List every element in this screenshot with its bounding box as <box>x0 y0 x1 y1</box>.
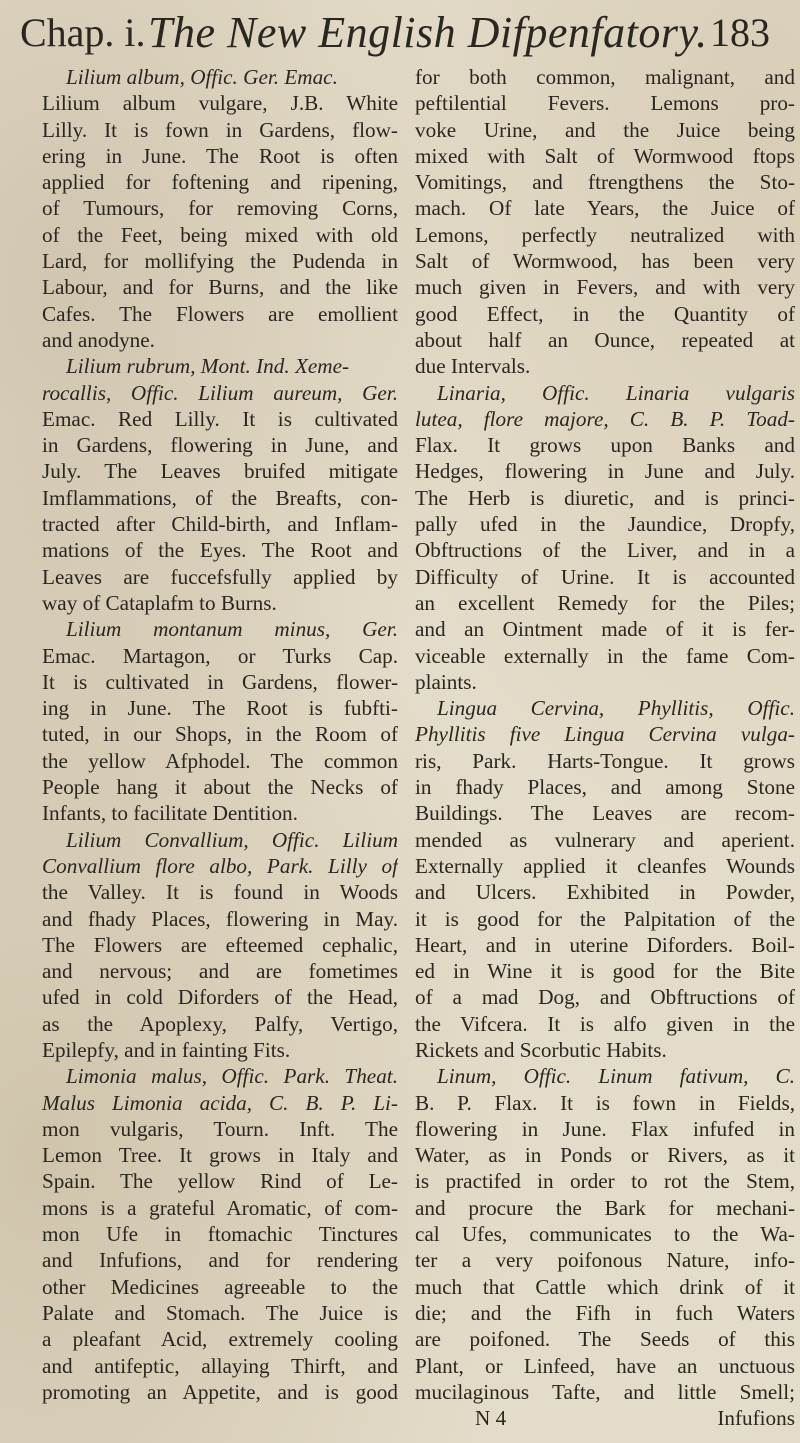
left-column <box>20 64 398 1405</box>
text-line: Cafes. The Flowers are emollient <box>42 301 398 326</box>
text-line: and an Ointment made of it is fer- <box>415 617 795 642</box>
text-line: Rickets and Scorbutic Habits. <box>415 1037 667 1062</box>
text-line: are poifoned. The Seeds of this <box>415 1327 795 1352</box>
text-line: about half an Ounce, repeated at <box>415 327 795 352</box>
text-line: ufed in cold Diforders of the Head, <box>42 985 398 1010</box>
text-line: Lilium Convallium, Offic. Lilium <box>66 827 398 852</box>
text-line: Spain. The yellow Rind of Le- <box>42 1169 398 1194</box>
text-line: Lard, for mollifying the Pudenda in <box>42 249 398 274</box>
text-line: Hedges, flowering in June and July. <box>415 459 795 484</box>
text-line: mach. Of late Years, the Juice of <box>415 196 795 221</box>
text-line: ing in June. The Root is fubfti- <box>42 696 398 721</box>
text-line: ter a very poifonous Nature, info- <box>415 1248 795 1273</box>
text-line: Epilepfy, and in fainting Fits. <box>42 1037 291 1062</box>
text-line: due Intervals. <box>415 354 531 379</box>
text-line: Externally applied it cleanfes Wounds <box>415 853 795 878</box>
text-line: die; and the Fifh in fuch Waters <box>415 1300 795 1325</box>
text-line: in Gardens, flowering in June, and <box>42 433 398 458</box>
page-footer <box>415 1405 795 1431</box>
text-line: voke Urine, and the Juice being <box>415 117 795 142</box>
text-line: It is cultivated in Gardens, flower- <box>42 669 398 694</box>
text-line: Convallium flore albo, Park. Lilly of <box>42 853 398 878</box>
text-line: Obftructions of the Liver, and in a <box>415 538 795 563</box>
text-line: applied for foftening and ripening, <box>42 170 398 195</box>
text-line: July. The Leaves bruifed mitigate <box>42 459 398 484</box>
text-line: mon vulgaris, Tourn. Inft. The <box>42 1116 398 1141</box>
text-line: and Ulcers. Exhibited in Powder, <box>415 880 795 905</box>
text-line: of Tumours, for removing Corns, <box>42 196 398 221</box>
text-line: mon Ufe in ftomachic Tinctures <box>42 1222 398 1247</box>
text-line: Palate and Stomach. The Juice is <box>42 1300 398 1325</box>
text-line: plaints. <box>415 669 477 694</box>
text-line: Lilly. It is fown in Gardens, flow- <box>42 117 398 142</box>
text-line: Emac. Martagon, or Turks Cap. <box>42 643 398 668</box>
text-line: and antifeptic, allaying Thirft, and <box>42 1353 398 1378</box>
text-line: Salt of Wormwood, has been very <box>415 249 795 274</box>
text-line: promoting an Appetite, and is good <box>42 1379 398 1404</box>
text-line: Lemon Tree. It grows in Italy and <box>42 1143 398 1168</box>
text-line: tuted, in our Shops, in the Room of <box>42 722 398 747</box>
text-line: viceable externally in the fame Com- <box>415 643 795 668</box>
running-title: The New English Difpenfatory. <box>147 7 708 57</box>
text-line: ris, Park. Harts-Tongue. It grows <box>415 748 795 773</box>
text-line: Linaria, Offic. Linaria vulgaris <box>437 380 795 405</box>
signature-mark: N 4 <box>475 1406 507 1431</box>
text-line: is practifed in order to rot the Stem, <box>415 1169 795 1194</box>
text-line: and fhady Places, flowering in May. <box>42 906 398 931</box>
text-line: Buildings. The Leaves are recom- <box>415 801 795 826</box>
catchword: Infufions <box>717 1406 795 1431</box>
text-line: and anodyne. <box>42 327 155 352</box>
text-line: the Vifcera. It is alfo given in the <box>415 1011 795 1036</box>
text-line: way of Cataplafm to Burns. <box>42 590 277 615</box>
text-line: mucilaginous Tafte, and little Smell; <box>415 1379 795 1404</box>
text-line: other Medicines agreeable to the <box>42 1274 398 1299</box>
text-line: much given in Fevers, and with very <box>415 275 795 300</box>
text-line: Lilium montanum minus, Ger. <box>66 617 398 642</box>
text-line: it is good for the Palpitation of the <box>415 906 795 931</box>
text-line: pally ufed in the Jaundice, Dropfy, <box>415 512 795 537</box>
text-line: tracted after Child-birth, and Inflam- <box>42 512 398 537</box>
text-line: mended as vulnerary and aperient. <box>415 827 795 852</box>
chapter-label: Chap. i. <box>20 9 146 55</box>
text-line: and procure the Bark for mechani- <box>415 1195 795 1220</box>
text-line: Flax. It grows upon Banks and <box>415 433 795 458</box>
text-line: Limonia malus, Offic. Park. Theat. <box>66 1064 398 1089</box>
text-line: ering in June. The Root is often <box>42 143 398 168</box>
text-line: Phyllitis five Lingua Cervina vulga- <box>415 722 795 747</box>
text-line: an excellent Remedy for the Piles; <box>415 590 795 615</box>
text-line: of the Feet, being mixed with old <box>42 222 398 247</box>
text-line: in fhady Places, and among Stone <box>415 775 795 800</box>
text-line: Vomitings, and ftrengthens the Sto- <box>415 170 795 195</box>
text-line: the Valley. It is found in Woods <box>42 880 398 905</box>
text-line: Lilium rubrum, Mont. Ind. Xeme- <box>66 354 350 379</box>
text-line: mons is a grateful Aromatic, of com- <box>42 1195 398 1220</box>
text-line: Infants, to facilitate Dentition. <box>42 801 298 826</box>
text-line: Imflammations, of the Breafts, con- <box>42 485 398 510</box>
text-line: for both common, malignant, and <box>415 65 795 89</box>
text-line: Difficulty of Urine. It is accounted <box>415 564 795 589</box>
running-header <box>20 4 780 60</box>
text-line: of a mad Dog, and Obftructions of <box>415 985 795 1010</box>
text-line: B. P. Flax. It is fown in Fields, <box>415 1090 795 1115</box>
text-line: Linum, Offic. Linum fativum, C. <box>437 1064 795 1089</box>
text-line: rocallis, Offic. Lilium aureum, Ger. <box>42 380 398 405</box>
text-line: Leaves are fuccefsfully applied by <box>42 564 398 589</box>
text-line: Lemons, perfectly neutralized with <box>415 222 795 247</box>
text-line: ed in Wine it is good for the Bite <box>415 959 795 984</box>
text-line: Plant, or Linfeed, have an unctuous <box>415 1353 795 1378</box>
text-line: and nervous; and are fometimes <box>42 959 398 984</box>
text-line: Heart, and in uterine Diforders. Boil- <box>415 932 795 957</box>
text-line: Malus Limonia acida, C. B. P. Li- <box>42 1090 398 1115</box>
page-number: 183 <box>710 9 770 55</box>
text-line: The Herb is diuretic, and is princi- <box>415 485 795 510</box>
text-line: mations of the Eyes. The Root and <box>42 538 398 563</box>
text-line: good Effect, in the Quantity of <box>415 301 795 326</box>
text-line: cal Ufes, communicates to the Wa- <box>415 1222 795 1247</box>
text-line: Labour, and for Burns, and the like <box>42 275 398 300</box>
text-line: Lilium album, Offic. Ger. Emac. <box>66 65 338 89</box>
text-line: the yellow Afphodel. The common <box>42 748 398 773</box>
text-line: as the Apoplexy, Palfy, Vertigo, <box>42 1011 398 1036</box>
text-line: People hang it about the Necks of <box>42 775 398 800</box>
text-line: and Infufions, and for rendering <box>42 1248 398 1273</box>
text-line: The Flowers are efteemed cephalic, <box>42 932 398 957</box>
text-line: Water, as in Ponds or Rivers, as it <box>415 1143 795 1168</box>
text-line: peftilential Fevers. Lemons pro- <box>415 91 795 116</box>
text-line: mixed with Salt of Wormwood ftops <box>415 143 795 168</box>
text-line: much that Cattle which drink of it <box>415 1274 795 1299</box>
text-line: Lilium album vulgare, J.B. White <box>42 91 398 116</box>
text-line: Emac. Red Lilly. It is cultivated <box>42 406 398 431</box>
text-line: lutea, flore majore, C. B. P. Toad- <box>415 406 795 431</box>
right-column <box>415 64 795 1431</box>
text-line: Lingua Cervina, Phyllitis, Offic. <box>437 696 795 721</box>
text-line: flowering in June. Flax infufed in <box>415 1116 795 1141</box>
text-line: a pleafant Acid, extremely cooling <box>42 1327 398 1352</box>
